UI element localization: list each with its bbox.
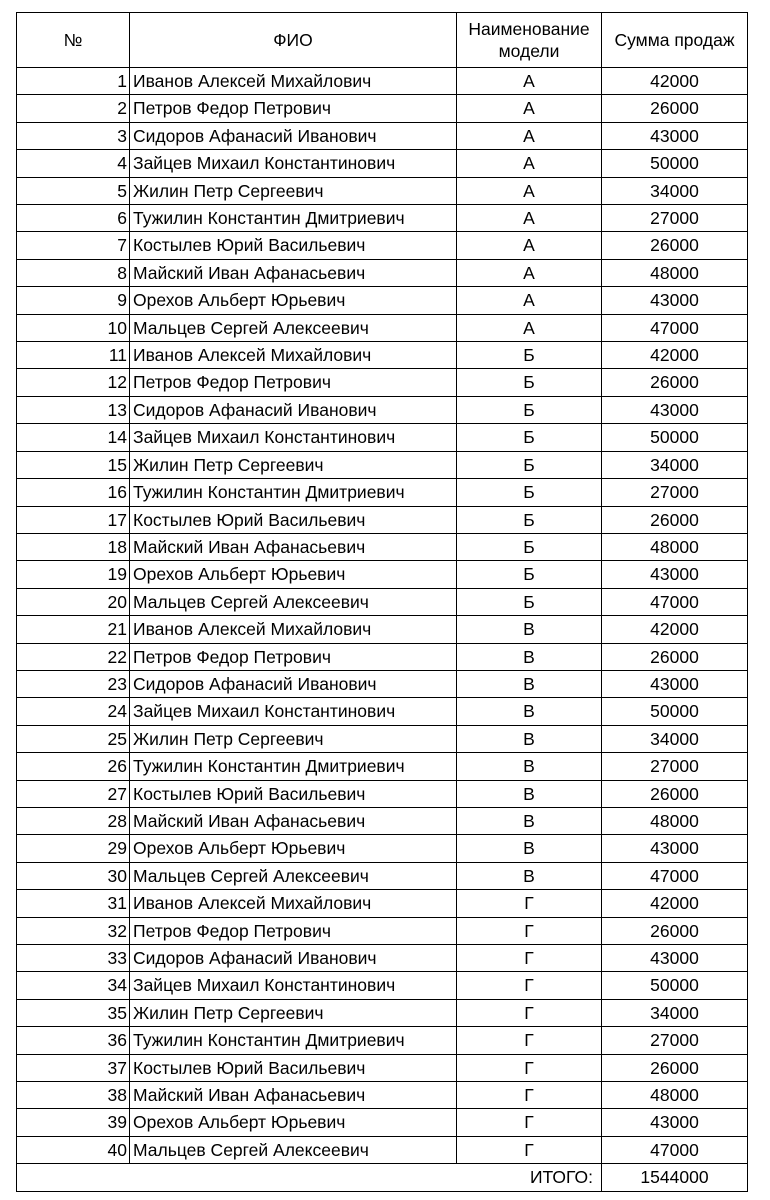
table-row (17, 1027, 748, 1054)
row-sum: 43000 (602, 287, 748, 314)
row-number: 25 (17, 725, 130, 752)
row-model: Г (457, 1136, 602, 1163)
row-fio: Зайцев Михаил Константинович (130, 150, 457, 177)
row-sum: 26000 (602, 506, 748, 533)
row-sum: 43000 (602, 945, 748, 972)
table-row (17, 533, 748, 560)
row-number: 13 (17, 396, 130, 423)
row-number: 1 (17, 68, 130, 95)
table-row (17, 917, 748, 944)
row-number: 32 (17, 917, 130, 944)
row-sum: 48000 (602, 533, 748, 560)
header-row (17, 13, 748, 68)
row-sum: 43000 (602, 396, 748, 423)
row-fio: Костылев Юрий Васильевич (130, 232, 457, 259)
row-number: 6 (17, 205, 130, 232)
row-fio: Костылев Юрий Васильевич (130, 1054, 457, 1081)
row-number: 18 (17, 533, 130, 560)
row-fio: Орехов Альберт Юрьевич (130, 287, 457, 314)
row-sum: 48000 (602, 259, 748, 286)
row-fio: Тужилин Константин Дмитриевич (130, 205, 457, 232)
table-row (17, 369, 748, 396)
row-number: 3 (17, 122, 130, 149)
header-fio: ФИО (130, 13, 457, 68)
row-fio: Тужилин Константин Дмитриевич (130, 1027, 457, 1054)
row-model: Б (457, 424, 602, 451)
table-row (17, 890, 748, 917)
row-number: 14 (17, 424, 130, 451)
row-model: Г (457, 1082, 602, 1109)
row-number: 5 (17, 177, 130, 204)
row-sum: 26000 (602, 917, 748, 944)
header-num: № (17, 13, 130, 68)
row-number: 16 (17, 479, 130, 506)
row-sum: 43000 (602, 561, 748, 588)
row-sum: 26000 (602, 643, 748, 670)
row-sum: 34000 (602, 451, 748, 478)
row-model: Б (457, 369, 602, 396)
row-sum: 50000 (602, 150, 748, 177)
row-fio: Жилин Петр Сергеевич (130, 177, 457, 204)
sales-table (16, 12, 748, 1192)
row-fio: Орехов Альберт Юрьевич (130, 1109, 457, 1136)
table-row (17, 424, 748, 451)
row-number: 28 (17, 807, 130, 834)
table-row (17, 1136, 748, 1163)
total-value: 1544000 (602, 1164, 748, 1192)
table-body (17, 68, 748, 1164)
row-model: В (457, 643, 602, 670)
row-model: Б (457, 342, 602, 369)
table-row (17, 561, 748, 588)
row-model: Г (457, 1027, 602, 1054)
table-row (17, 1109, 748, 1136)
table-row (17, 616, 748, 643)
row-number: 31 (17, 890, 130, 917)
row-number: 2 (17, 95, 130, 122)
row-fio: Орехов Альберт Юрьевич (130, 835, 457, 862)
row-number: 17 (17, 506, 130, 533)
header-sum: Сумма продаж (602, 13, 748, 68)
row-fio: Жилин Петр Сергеевич (130, 999, 457, 1026)
row-number: 26 (17, 753, 130, 780)
row-number: 40 (17, 1136, 130, 1163)
row-model: Г (457, 972, 602, 999)
row-fio: Мальцев Сергей Алексеевич (130, 1136, 457, 1163)
row-model: Г (457, 1109, 602, 1136)
table-row (17, 177, 748, 204)
row-model: Г (457, 945, 602, 972)
table-row (17, 807, 748, 834)
row-number: 10 (17, 314, 130, 341)
row-sum: 43000 (602, 1109, 748, 1136)
table-row (17, 232, 748, 259)
row-sum: 42000 (602, 342, 748, 369)
table-row (17, 972, 748, 999)
row-sum: 34000 (602, 725, 748, 752)
table-row (17, 1082, 748, 1109)
row-model: А (457, 314, 602, 341)
row-model: А (457, 150, 602, 177)
row-fio: Зайцев Михаил Константинович (130, 698, 457, 725)
row-number: 9 (17, 287, 130, 314)
row-fio: Майский Иван Афанасьевич (130, 533, 457, 560)
table-row (17, 698, 748, 725)
table-row (17, 506, 748, 533)
row-number: 12 (17, 369, 130, 396)
row-sum: 26000 (602, 369, 748, 396)
row-sum: 27000 (602, 205, 748, 232)
row-sum: 43000 (602, 835, 748, 862)
table-row (17, 1054, 748, 1081)
table-row (17, 753, 748, 780)
row-model: Б (457, 588, 602, 615)
row-model: В (457, 753, 602, 780)
row-model: В (457, 835, 602, 862)
row-sum: 26000 (602, 95, 748, 122)
row-sum: 50000 (602, 972, 748, 999)
row-model: В (457, 725, 602, 752)
row-fio: Иванов Алексей Михайлович (130, 68, 457, 95)
row-number: 30 (17, 862, 130, 889)
row-model: Б (457, 396, 602, 423)
table-row (17, 205, 748, 232)
table-row (17, 342, 748, 369)
table-row (17, 999, 748, 1026)
row-model: В (457, 670, 602, 697)
row-sum: 48000 (602, 1082, 748, 1109)
row-sum: 27000 (602, 753, 748, 780)
row-number: 27 (17, 780, 130, 807)
table-row (17, 314, 748, 341)
row-sum: 34000 (602, 999, 748, 1026)
row-fio: Мальцев Сергей Алексеевич (130, 314, 457, 341)
row-fio: Иванов Алексей Михайлович (130, 616, 457, 643)
row-sum: 50000 (602, 698, 748, 725)
row-number: 24 (17, 698, 130, 725)
row-model: А (457, 287, 602, 314)
row-number: 19 (17, 561, 130, 588)
table-row (17, 150, 748, 177)
table-row (17, 945, 748, 972)
row-fio: Петров Федор Петрович (130, 643, 457, 670)
row-model: Б (457, 506, 602, 533)
row-number: 21 (17, 616, 130, 643)
sales-sheet (16, 12, 747, 1192)
row-sum: 47000 (602, 862, 748, 889)
row-model: Б (457, 533, 602, 560)
row-model: В (457, 862, 602, 889)
row-fio: Петров Федор Петрович (130, 95, 457, 122)
row-sum: 47000 (602, 588, 748, 615)
row-fio: Иванов Алексей Михайлович (130, 890, 457, 917)
row-model: Г (457, 917, 602, 944)
row-sum: 26000 (602, 780, 748, 807)
table-row (17, 835, 748, 862)
row-model: А (457, 259, 602, 286)
row-model: Б (457, 451, 602, 478)
row-sum: 42000 (602, 616, 748, 643)
table-row (17, 670, 748, 697)
row-model: А (457, 122, 602, 149)
row-sum: 42000 (602, 890, 748, 917)
row-fio: Тужилин Константин Дмитриевич (130, 479, 457, 506)
row-model: А (457, 232, 602, 259)
row-model: Г (457, 1054, 602, 1081)
row-number: 35 (17, 999, 130, 1026)
table-row (17, 396, 748, 423)
table-row (17, 259, 748, 286)
row-number: 38 (17, 1082, 130, 1109)
row-fio: Мальцев Сергей Алексеевич (130, 588, 457, 615)
row-model: Г (457, 890, 602, 917)
row-fio: Зайцев Михаил Константинович (130, 972, 457, 999)
row-number: 37 (17, 1054, 130, 1081)
row-model: Г (457, 999, 602, 1026)
row-model: В (457, 698, 602, 725)
row-fio: Петров Федор Петрович (130, 369, 457, 396)
row-fio: Орехов Альберт Юрьевич (130, 561, 457, 588)
row-sum: 42000 (602, 68, 748, 95)
row-sum: 48000 (602, 807, 748, 834)
row-number: 39 (17, 1109, 130, 1136)
row-fio: Сидоров Афанасий Иванович (130, 670, 457, 697)
table-row (17, 862, 748, 889)
table-row (17, 451, 748, 478)
row-fio: Сидоров Афанасий Иванович (130, 945, 457, 972)
row-sum: 34000 (602, 177, 748, 204)
row-sum: 27000 (602, 479, 748, 506)
total-label: ИТОГО: (17, 1164, 602, 1192)
row-model: В (457, 780, 602, 807)
row-number: 20 (17, 588, 130, 615)
row-fio: Майский Иван Афанасьевич (130, 807, 457, 834)
row-number: 23 (17, 670, 130, 697)
table-row (17, 725, 748, 752)
row-fio: Тужилин Константин Дмитриевич (130, 753, 457, 780)
row-number: 34 (17, 972, 130, 999)
total-row (17, 1164, 748, 1192)
row-number: 11 (17, 342, 130, 369)
row-model: А (457, 177, 602, 204)
row-fio: Зайцев Михаил Константинович (130, 424, 457, 451)
row-fio: Костылев Юрий Васильевич (130, 780, 457, 807)
row-fio: Майский Иван Афанасьевич (130, 259, 457, 286)
row-sum: 50000 (602, 424, 748, 451)
row-fio: Майский Иван Афанасьевич (130, 1082, 457, 1109)
table-row (17, 122, 748, 149)
header-model: Наименование модели (457, 13, 602, 68)
table-row (17, 643, 748, 670)
table-row (17, 588, 748, 615)
row-sum: 26000 (602, 1054, 748, 1081)
row-number: 22 (17, 643, 130, 670)
row-number: 7 (17, 232, 130, 259)
row-model: Б (457, 479, 602, 506)
row-fio: Сидоров Афанасий Иванович (130, 122, 457, 149)
row-fio: Сидоров Афанасий Иванович (130, 396, 457, 423)
row-sum: 27000 (602, 1027, 748, 1054)
row-sum: 47000 (602, 314, 748, 341)
row-model: В (457, 616, 602, 643)
row-sum: 26000 (602, 232, 748, 259)
row-fio: Мальцев Сергей Алексеевич (130, 862, 457, 889)
row-fio: Петров Федор Петрович (130, 917, 457, 944)
row-fio: Жилин Петр Сергеевич (130, 451, 457, 478)
table-row (17, 780, 748, 807)
row-model: А (457, 95, 602, 122)
row-fio: Жилин Петр Сергеевич (130, 725, 457, 752)
row-fio: Иванов Алексей Михайлович (130, 342, 457, 369)
row-fio: Костылев Юрий Васильевич (130, 506, 457, 533)
table-row (17, 287, 748, 314)
row-number: 29 (17, 835, 130, 862)
row-number: 8 (17, 259, 130, 286)
row-number: 33 (17, 945, 130, 972)
table-row (17, 95, 748, 122)
table-row (17, 479, 748, 506)
row-number: 36 (17, 1027, 130, 1054)
row-model: Б (457, 561, 602, 588)
row-number: 4 (17, 150, 130, 177)
row-model: А (457, 205, 602, 232)
row-model: В (457, 807, 602, 834)
row-sum: 47000 (602, 1136, 748, 1163)
row-number: 15 (17, 451, 130, 478)
table-row (17, 68, 748, 95)
row-model: А (457, 68, 602, 95)
row-sum: 43000 (602, 122, 748, 149)
row-sum: 43000 (602, 670, 748, 697)
